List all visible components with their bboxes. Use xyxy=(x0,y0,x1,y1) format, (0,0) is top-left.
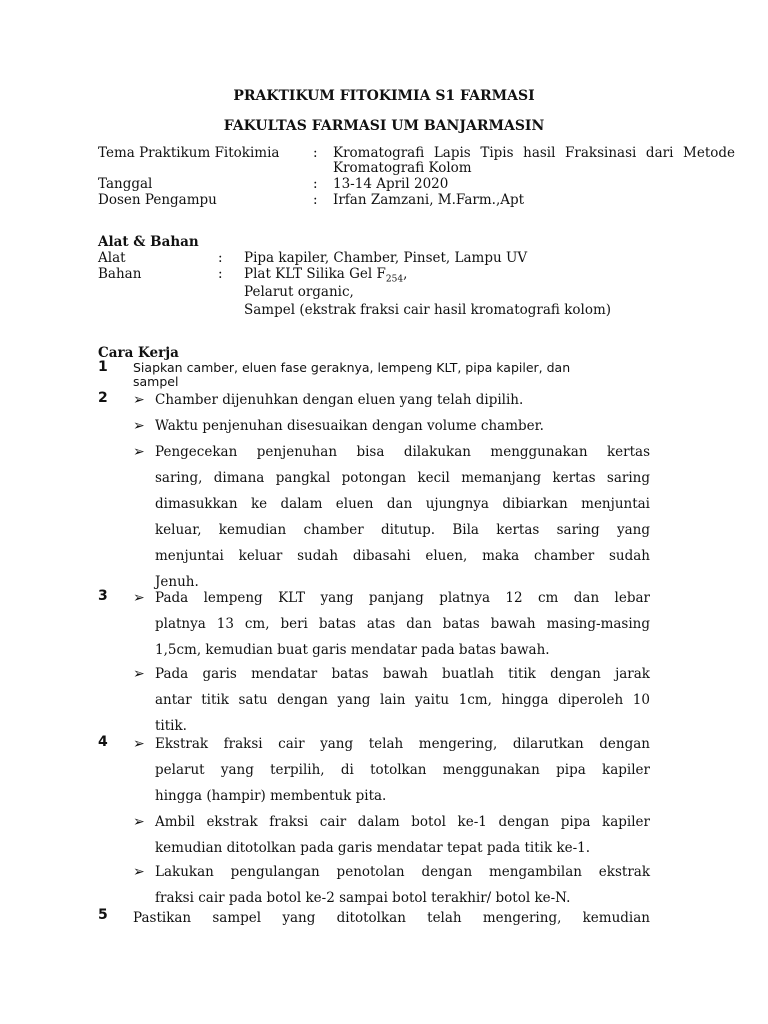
step4-bullet1-line1: Ekstrak fraksi cair yang telah mengering, dilarutkan dengan xyxy=(155,736,650,752)
step2-bullet3-line3: dimasukkan ke dalam eluen dan ujungnya dibiarkan menjuntai xyxy=(155,496,650,512)
step2-bullet3-line6: Jenuh. xyxy=(155,574,199,590)
bullet-arrow-icon: ➢ xyxy=(133,864,145,880)
step-number-4: 4 xyxy=(98,734,108,750)
step3-bullet2-line1: Pada garis mendatar batas bawah buatlah titik dengan jarak xyxy=(155,666,650,682)
step4-bullet1-line2: pelarut yang terpilih, di totolkan menggunakan pipa kapiler xyxy=(155,762,650,778)
dosen-value: Irfan Zamzani, M.Farm.,Apt xyxy=(333,192,525,208)
bahan-value-line1: Plat KLT Silika Gel $F_{254}$, xyxy=(244,266,408,285)
bahan-value-line2: Pelarut organic, xyxy=(244,284,354,300)
tanggal-value: 13-14 April 2020 xyxy=(333,176,449,192)
step5-line1: Pastikan sampel yang ditotolkan telah mengering, kemudian xyxy=(133,910,650,926)
step1-line2: sampel xyxy=(133,374,179,389)
tanggal-colon: : xyxy=(313,176,318,192)
step3-bullet1-line2: platnya 13 cm, beri batas atas dan batas bawah masing-masing xyxy=(155,616,650,632)
step3-bullet2-line2: antar titik satu dengan yang lain yaitu 1cm, hingga diperoleh 10 xyxy=(155,692,650,708)
cara-kerja-heading: Cara Kerja xyxy=(98,345,179,361)
alat-bahan-heading: Alat & Bahan xyxy=(98,234,199,250)
bahan-label: Bahan xyxy=(98,266,142,282)
step-number-1: 1 xyxy=(98,359,108,375)
step4-bullet2-line1: Ambil ekstrak fraksi cair dalam botol ke-1 dengan pipa kapiler xyxy=(155,814,650,830)
tema-value-line2: Kromatografi Kolom xyxy=(333,160,472,176)
bahan-colon: : xyxy=(218,266,223,282)
step2-bullet3-line1: Pengecekan penjenuhan bisa dilakukan menggunakan kertas xyxy=(155,444,650,460)
step4-bullet2-line2: kemudian ditotolkan pada garis mendatar tepat pada titik ke-1. xyxy=(155,840,591,856)
bullet-arrow-icon: ➢ xyxy=(133,666,145,682)
bullet-arrow-icon: ➢ xyxy=(133,590,145,606)
step2-bullet3-line5: menjuntai keluar sudah dibasahi eluen, maka chamber sudah xyxy=(155,548,650,564)
step4-bullet3-line1: Lakukan pengulangan penotolan dengan mengambilan ekstrak xyxy=(155,864,650,880)
step2-bullet2: Waktu penjenuhan disesuaikan dengan volume chamber. xyxy=(155,418,544,434)
step2-bullet1: Chamber dijenuhkan dengan eluen yang telah dipilih. xyxy=(155,392,524,408)
step2-bullet3-line4: keluar, kemudian chamber ditutup. Bila kertas saring yang xyxy=(155,522,650,538)
step-number-3: 3 xyxy=(98,588,108,604)
dosen-label: Dosen Pengampu xyxy=(98,192,217,208)
bullet-arrow-icon: ➢ xyxy=(133,418,145,434)
tema-colon: : xyxy=(313,145,318,161)
bullet-arrow-icon: ➢ xyxy=(133,736,145,752)
tanggal-label: Tanggal xyxy=(98,176,153,192)
bullet-arrow-icon: ➢ xyxy=(133,814,145,830)
bullet-arrow-icon: ➢ xyxy=(133,392,145,408)
document-subtitle: FAKULTAS FARMASI UM BANJARMASIN xyxy=(223,118,545,134)
step3-bullet1-line1: Pada lempeng KLT yang panjang platnya 12 cm dan lebar xyxy=(155,590,650,606)
tema-label: Tema Praktikum Fitokimia xyxy=(98,145,280,161)
step-number-2: 2 xyxy=(98,390,108,406)
dosen-colon: : xyxy=(313,192,318,208)
document-title: PRAKTIKUM FITOKIMIA S1 FARMASI xyxy=(233,88,535,104)
step3-bullet1-line3: 1,5cm, kemudian buat garis mendatar pada batas bawah. xyxy=(155,642,550,658)
step4-bullet3-line2: fraksi cair pada botol ke-2 sampai botol terakhir/ botol ke-N. xyxy=(155,890,571,906)
step-number-5: 5 xyxy=(98,907,108,923)
bahan-value-line3: Sampel (ekstrak fraksi cair hasil kromatografi kolom) xyxy=(244,302,612,318)
bullet-arrow-icon: ➢ xyxy=(133,444,145,460)
step3-bullet2-line3: titik. xyxy=(155,718,187,734)
step4-bullet1-line3: hingga (hampir) membentuk pita. xyxy=(155,788,387,804)
alat-label: Alat xyxy=(98,250,126,266)
step2-bullet3-line2: saring, dimana pangkal potongan kecil memanjang kertas saring xyxy=(155,470,650,486)
alat-colon: : xyxy=(218,250,223,266)
tema-value-line1: Kromatografi Lapis Tipis hasil Fraksinasi dari Metode xyxy=(333,145,735,161)
alat-value: Pipa kapiler, Chamber, Pinset, Lampu UV xyxy=(244,250,528,266)
step1-line1: Siapkan camber, eluen fase geraknya, lempeng KLT, pipa kapiler, dan xyxy=(133,360,571,375)
